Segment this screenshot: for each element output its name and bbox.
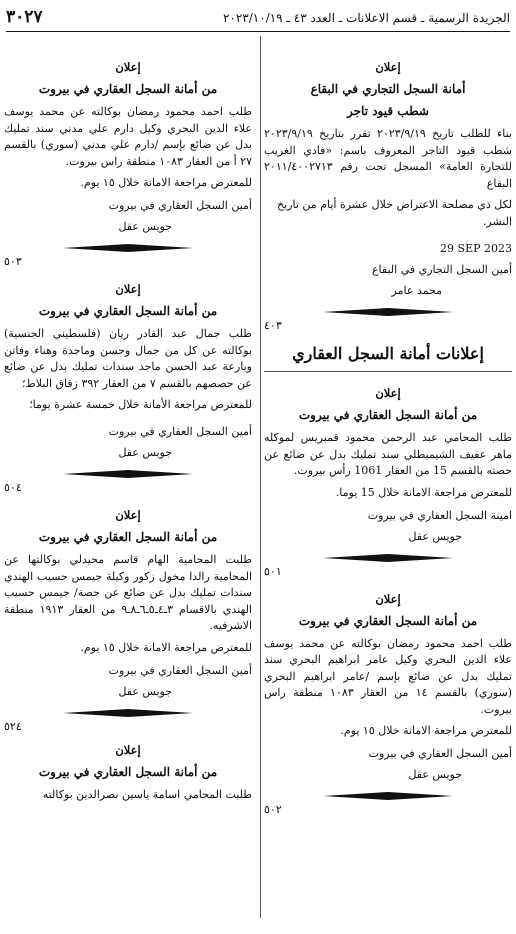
announcement-date: 29 SEP 2023 [440,242,512,255]
signature-title: أمين السجل العقاري في بيروت [108,199,252,212]
signature-name: جويس عقل [408,529,462,543]
announcement-heading: من أمانة السجل العقاري في بيروت [38,764,218,779]
separator-ornament [4,243,252,253]
announcement-commercial-registry [264,60,512,332]
separator-ornament [264,553,512,563]
signature-title: امينة السجل العقاري في بيروت [367,508,512,522]
signature-name: جويس عقل [408,768,462,781]
announcement-real-estate-501 [264,386,512,578]
announcement-note: للمعترض مراجعة الامانة خلال ١٥ يوم. [80,176,252,189]
right-column [264,34,512,816]
announcement-subheading: شطب قيود تاجر [347,104,429,118]
announcement-number: ٥٠٣ [4,255,22,268]
announcement-real-estate-continued [4,743,252,804]
announcement-real-estate-524 [4,508,252,733]
announcement-heading: من أمانة السجل العقاري في بيروت [298,613,478,628]
announcement-heading: من أمانة السجل العقاري في بيروت [38,82,218,96]
announcement-real-estate-503 [4,60,252,268]
announcement-body: طلبت المحامي اسامة ياسين نصرالدين بوكالته [42,787,252,801]
announcement-label: إعلان [115,60,141,74]
announcement-body: طلب المحامي عبد الرحمن محمود قمبريس لموكله ماهر عفيف الشيميطلي سند تمليك بدل عن ضائع عن حصته بالقسم 15 من العقار 1061 رأس بيروت. [264,431,512,477]
announcement-label: إعلان [375,591,401,606]
signature-title: أمين السجل العقاري في بيروت [108,663,252,677]
signature-title: أمين السجل العقاري في بيروت [108,425,252,438]
announcement-heading: أمانة السجل التجاري في البقاع [310,82,466,96]
left-column [4,34,252,807]
announcement-heading: من أمانة السجل العقاري في بيروت [38,530,218,544]
announcement-heading: من أمانة السجل العقاري في بيروت [38,304,218,318]
announcement-heading: من أمانة السجل العقاري في بيروت [298,408,478,422]
announcement-number: ٥٢٤ [4,719,22,733]
announcement-label: إعلان [375,60,401,74]
section-rule [264,371,512,372]
announcement-number: ٤٠٣ [264,319,282,332]
header-title: الجريدة الرسمية ـ قسم الاعلانات ـ العدد ٤٣ ـ ٢٠٢٣/١٠/١٩ [222,11,510,25]
separator-ornament [264,791,512,801]
header-page-number: ٣٠٢٧ [6,7,43,27]
signature-name: جويس عقل [118,446,172,459]
announcement-body: طلب احمد محمود رمضان بوكالته عن محمد يوسف علاء الدين البحري وكيل دارم علي مدني سند تمليك بدل عن ضائع بإسم /دارم علي مدني (سوري) بالقسم ٢٧ أ من العقار ١٠٨٣ منطقة راس بيروت. [4,105,252,168]
announcement-note: للمعترض مراجعة الأمانة خلال خمسة عشرة يوما؛ [29,398,252,411]
section-title: إعلانات أمانة السجل العقاري [292,344,484,363]
header-rule [6,31,510,32]
announcement-real-estate-502 [264,592,512,817]
announcement-note: للمعترض مراجعة الامانة خلال 15 يوما. [335,485,512,499]
announcement-body: طلب احمد محمود رمضان بوكالته عن محمد يوسف علاء الدين البحري وكيل عامر ابراهيم البحري سند تمليك بدل عن ضائع بإسم /عامر ابراهيم البحري (سوري) بالقسم ١٤ من العقار ١٠٨٣ منطقة راس بيروت. [264,636,512,716]
announcement-note: للمعترض مراجعة الامانة خلال ١٥ يوم. [340,724,512,737]
announcement-label: إعلان [115,742,141,757]
signature-name: جويس عقل [118,220,172,233]
announcement-label: إعلان [115,508,141,522]
signature-name: محمد عامر [391,284,442,297]
announcement-real-estate-504 [4,282,252,494]
signature-name: جويس عقل [118,684,172,698]
signature-title: أمين السجل التجاري في البقاع [371,263,512,276]
announcement-number: ٥٠٤ [4,481,22,494]
announcement-body: طلب جمال عبد القادر ريان (فلسطيني الجنسية) بوكالته عن كل من جمال وحسن وماجدة وهناء وفاتن وبارعة عبد الحسن ماجد سندات تمليك بدل عن ضائع عن حصصهم بالقسم ٧ من العقار ٣٩٢ زقاق البلاط؛ [4,327,252,390]
announcement-label: إعلان [115,282,141,296]
separator-ornament [4,469,252,479]
separator-ornament [264,307,512,317]
announcement-body: طلبت المحامية الهام قاسم محيدلي بوكالتها عن المحامية رالدا مخول زكور وكيلة جيمس حسيب الهندي سندات تمليك بدل عن ضائع عن حصة/ جيمس حسيب الهندي بالاقسام ٣ـ٤ـ٥ـ٦ـ٨ـ٩ من العقار ١٩١٣ منطقة الاشرفيه. [4,553,252,632]
announcement-note: للمعترض مراجعة الامانة خلال ١٥ يوم. [80,640,252,654]
separator-ornament [4,708,252,718]
announcement-note: لكل ذي مصلحة الاعتراض خلال عشرة أيام من تاريخ النشر. [277,198,512,228]
page-header [6,4,510,30]
signature-title: أمين السجل العقاري في بيروت [368,747,512,760]
announcement-number: ٥٠١ [264,564,282,578]
announcement-number: ٥٠٢ [264,803,282,816]
announcement-body: بناء للطلب تاريخ ٢٠٢٣/٩/١٩ تقرر بتاريخ ٢٠٢٣/٩/١٩ شطب قيود التاجر المعروف باسم: «فادي الغريب للتجارة العامة» المسجل تحت رقم ٢٠١١/٤٠٠٢٧١٣ البقاع [264,127,512,190]
column-divider [260,36,261,918]
announcement-label: إعلان [375,386,401,400]
